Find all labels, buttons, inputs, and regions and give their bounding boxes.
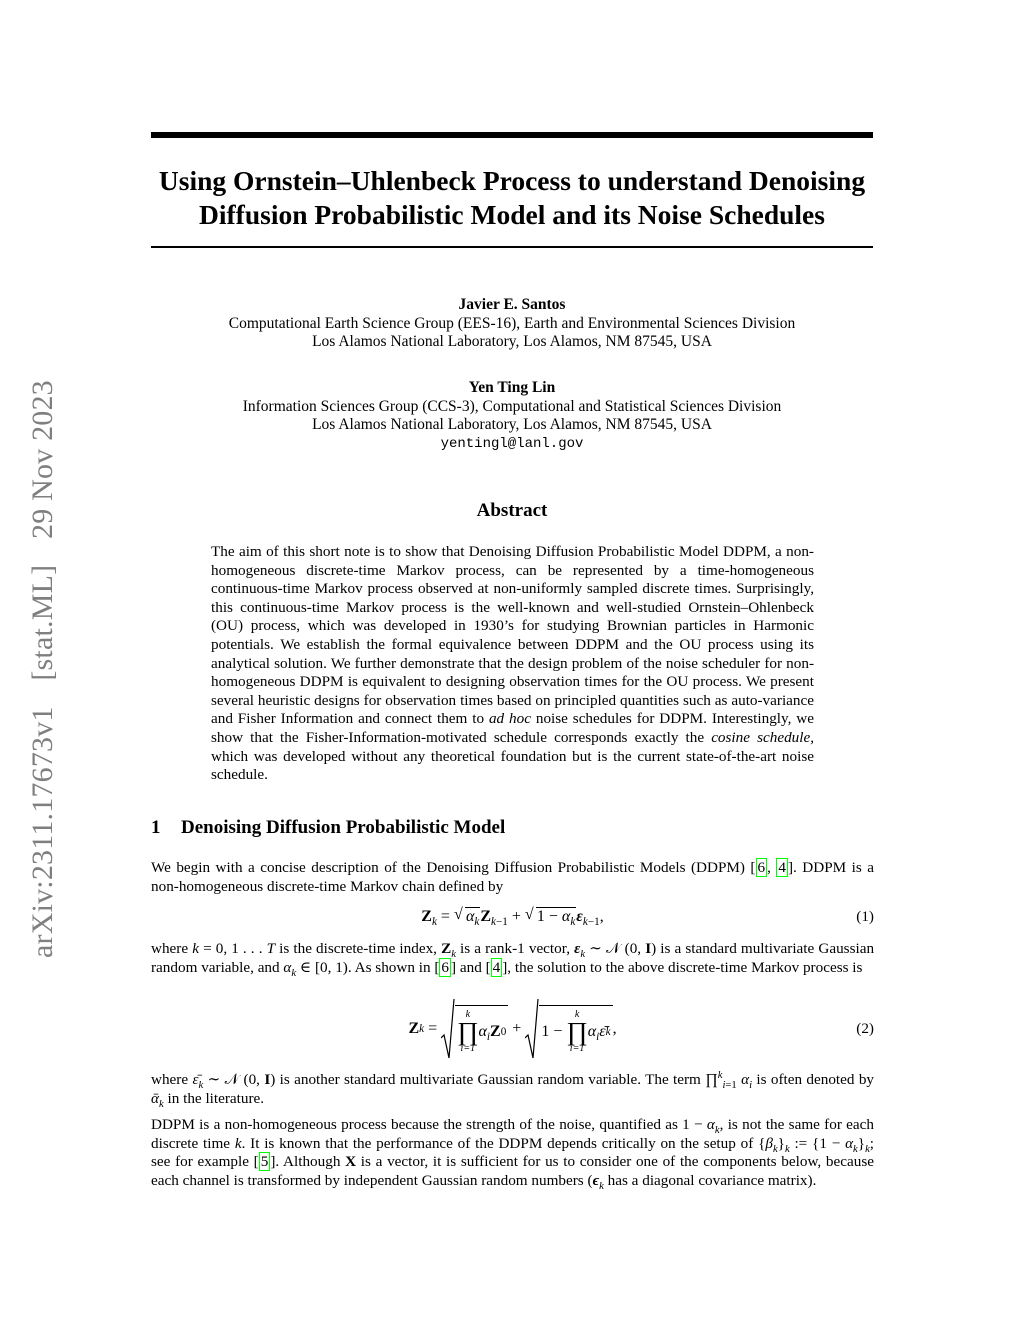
author-name: Javier E. Santos <box>458 296 566 313</box>
title-bottom-rule <box>151 246 873 248</box>
equation-body: $Z_k$ = √ $\alpha_kZ_{k-1}$ + √ $1 - \alpha_k\varepsilon_{k-1}$, <box>421 906 604 929</box>
title-line-2: Diffusion Probabilistic Model and its Noise Schedules <box>199 199 825 230</box>
equation-number: (2) <box>856 1020 874 1037</box>
title-top-rule <box>151 132 873 138</box>
section-number: 1 <box>151 817 161 838</box>
citation-link[interactable]: 4 <box>492 958 501 976</box>
arxiv-side-stamp <box>14 338 72 958</box>
body-paragraph: DDPM is a non-homogeneous process because the strength of the noise, quantified as $1 - \alpha_k$, is not the same for each discrete time k. It is known that the performance of the DDPM depends critically on the setup of $\{\beta_k\}_k$ := $\{1 - \alpha_k\}_k$; see for example [ 5 ]. Although X is a vector, it is sufficient for us to consider one of the components below, because each channel is transformed by independent Gaussian random numbers ($\epsilon_k$ has a diagonal covariance matrix). <box>151 1116 875 1192</box>
arxiv-id: arXiv:2311.17673v1 <box>26 706 59 958</box>
equation-number: (1) <box>856 908 874 925</box>
body-paragraph: where $\varepsilon̄_k$ ∼ 𝒩 (0, I) is another standard multivariate Gaussian random variable. The term ∏$^k_{i=1}$ $\alpha_i$ is often denoted by ᾱ$_k$ in the literature. <box>151 1069 875 1110</box>
title-line-1: Using Ornstein–Uhlenbeck Process to understand Denoising <box>158 165 866 196</box>
author-name: Yen Ting Lin <box>468 379 556 396</box>
author-affiliation: Computational Earth Science Group (EES-16), Earth and Environmental Sciences Division <box>228 314 796 332</box>
equation-2 <box>151 996 874 1062</box>
italic-phrase: cosine schedule <box>711 728 811 746</box>
citation-link[interactable]: 6 <box>441 958 450 976</box>
arxiv-category: [stat.ML] <box>26 564 59 681</box>
author-affiliation: Los Alamos National Laboratory, Los Alamos, NM 87545, USA <box>312 416 712 433</box>
section-heading <box>151 817 505 839</box>
abstract-body: The aim of this short note is to show that Denoising Diffusion Probabilistic Model DDPM, a non-homogeneous discrete-time Markov process, can be represented by a time-homogeneous continuous-time Markov process observed at non-uniformly sampled discrete times. Surprisingly, this continuous-time Markov process is the well-known and well-studied Ornstein–Ohlenbeck (OU) process, which was developed in 1930’s for studying Brownian particles in Harmonic potentials. We establish the formal equivalence between DDPM and the OU process using its analytical solution. We further demonstrate that the design problem of the noise scheduler for non-homogeneous DDPM is equivalent to designing observation times for the OU process. We present several heuristic designs for observation times based on principled quantities such as auto-variance and Fisher Information and connect them to ad hoc noise schedules for DDPM. Interestingly, we show that the Fisher-Information-motivated schedule corresponds exactly the cosine schedule, which was developed without any theoretical foundation but is the current state-of-the-art noise schedule. <box>211 543 815 784</box>
author-affiliation: Information Sciences Group (CCS-3), Computational and Statistical Sciences Division <box>242 397 782 415</box>
citation-link[interactable]: 5 <box>260 1153 269 1171</box>
body-paragraph: We begin with a concise description of the Denoising Diffusion Probabilistic Models (DDPM) [ 6 , 4 ]. DDPM is a non-homogeneous discrete-time Markov chain defined by <box>151 859 875 895</box>
author-block <box>150 296 874 352</box>
section-title: Denoising Diffusion Probabilistic Model <box>181 817 506 838</box>
italic-phrase: ad hoc <box>488 710 531 728</box>
equation-body: Z k = k ∏ i=1 $\alpha_i$ Z 0 + 1 − k ∏ i=1 $\alpha_i$ ε̄ k , <box>151 996 874 1062</box>
abstract-heading: Abstract <box>476 500 548 521</box>
citation-link[interactable]: 6 <box>757 859 766 876</box>
arxiv-date: 29 Nov 2023 <box>26 380 59 539</box>
author-block <box>150 379 874 453</box>
citation-link[interactable]: 4 <box>778 859 786 876</box>
body-paragraph: where k = 0, 1 . . . T is the discrete-time index, $Z_k$ is a rank-1 vector, $\varepsilon_k$ ∼ 𝒩 (0, I) is a standard multivariate Gaussian random variable, and $\alpha_k$ ∈ [0, 1). As shown in [ 6 ] and [ 4 ], the solution to the above discrete-time Markov process is <box>151 940 875 979</box>
paper-title <box>140 164 884 232</box>
author-affiliation: Los Alamos National Laboratory, Los Alamos, NM 87545, USA <box>312 333 712 350</box>
author-email[interactable]: yentingl@lanl.gov <box>440 435 584 452</box>
equation-1 <box>151 905 874 931</box>
